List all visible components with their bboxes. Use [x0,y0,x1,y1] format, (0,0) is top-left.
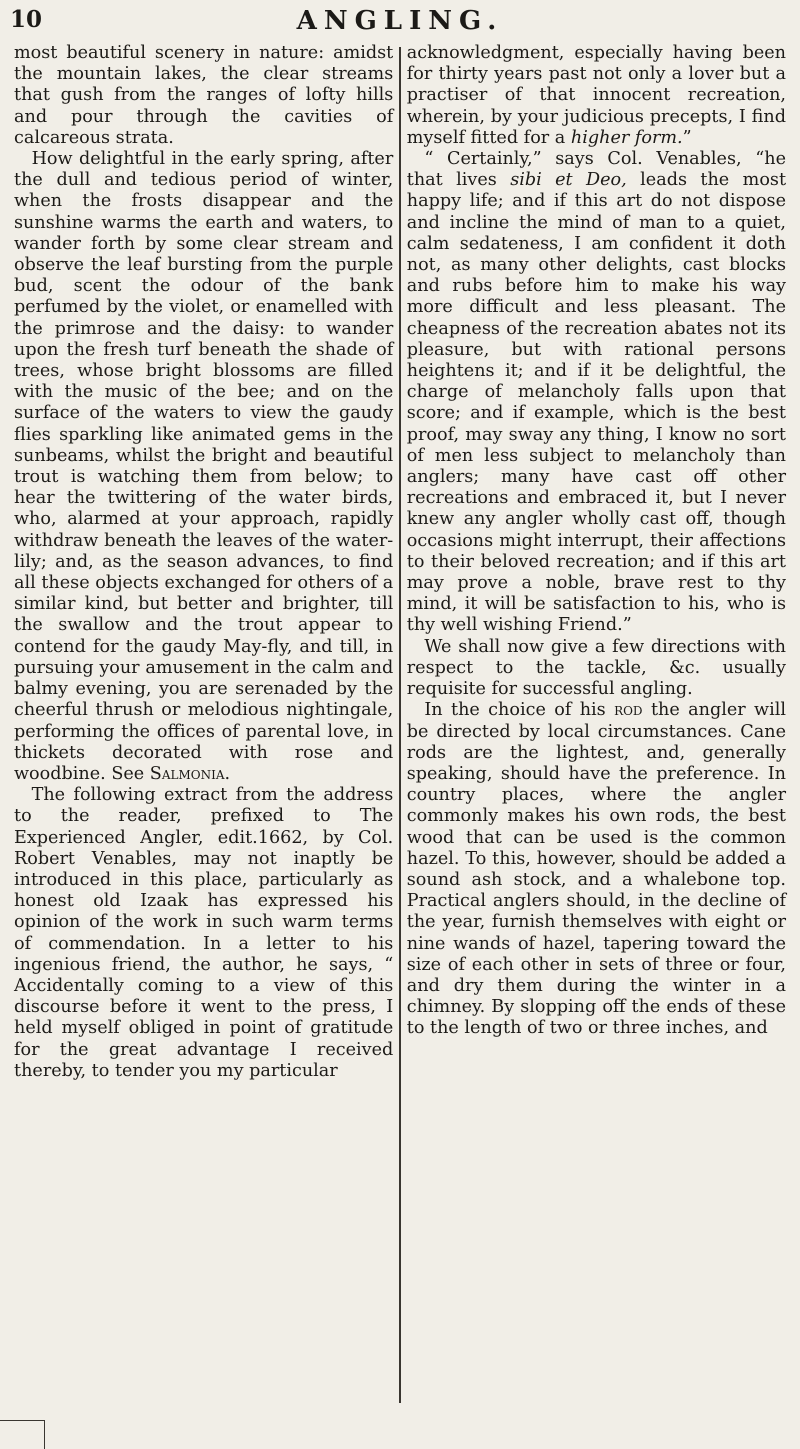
page-number: 10 [10,6,43,33]
paragraph [407,700,786,1039]
paragraph [14,149,393,785]
see-reference: Salmonia. [149,763,231,784]
paragraph: We shall now give a few directions with respect to the tackle, &c. usually requisite for successful angling. [406,636,786,700]
paragraph [407,43,786,149]
margin-mark [0,1420,45,1449]
paragraph-text: the [650,700,680,721]
paragraph [407,149,786,637]
paragraph-text: most happy life; and if this art do not dispose and incline the mind of man to a quiet, calm sedateness, I am confident it doth not, as many other delights, cast blocks and rubs before him to make his way more difficult and less pleasant. The cheapness of the recreation abates not its pleasure, but with rational persons heightens it; and if it be delightful, the charge of melancholy falls upon that score; and if example, which is the best proof, may sway any thing, I know no sort of men less subject to melancholy than anglers; many have cast off other recreations and embraced it, but I never knew any angler wholly cast off, though occasions might interrupt, their affections to their beloved recreation; and if this art may prove a noble, brave rest to thy mind, it will be satisfaction to his, who is thy well wishing Friend.” [406,170,787,636]
rod-word: rod [614,700,643,721]
left-column [10,43,399,1443]
paragraph-text: angler will be directed by local circumstances. Cane rods are the lightest, and, generally speaking, should have the preference. In country places, where the angler commonly makes his own rods, the best wood that can be used is the common hazel. To this, however, should be added a sound ash stock, and a whalebone top. Practical anglers should, in the decline of the year, furnish themselves with eight or nine wands of hazel, tapering toward the size of each other in sets of three or four, and dry them during the winter in a chimney. By slopping off the ends of these to the length of two or three inches, and [406,700,786,1039]
paragraph: The following extract from the address to the reader, prefixed to The Experienced Angler, edit.1662, by Col. Robert Venables, may not inaptly be introduced in this place, particularly as honest old Izaak has expressed his opinion of the work in such warm terms of commendation. In a letter to his ingenious friend, the author, he says, “ Accidentally coming to a view of this discourse before it went to the press, I held myself obliged in point of gratitude for the great advantage I received thereby, to tender you my particular [14,785,394,1081]
paragraph-text: How delightful in the early spring, after the dull and tedious period of winter, when the frosts disappear and the sunshine warms the earth and waters, to wander forth by some clear stream and observe the leaf bursting from the purple bud, scent the odour of the bank perfumed by the violet, or enamelled with the primrose and the daisy: to wander upon the fresh turf beneath the shade of trees, whose bright blossoms are filled with the music of the bee; and on the surface of the waters to view the gaudy flies sparkling like animated gems in the sunbeams, whilst the bright and beautiful trout is watching them from below; to hear the twittering of the water birds, who, alarmed at your approach, rapidly withdraw beneath the leaves of the water-lily; and, as the season advances, to find all these objects exchanged for others of a similar kind, but better and brighter, till the swallow and the trout appear to contend for the gaudy May-fly, and till, in pursuing your amusement in the calm and balmy evening, you are serenaded by the cheerful thrush or melodious nightingale, performing the offices of parental love, in thickets decorated with rose and woodbine. See [14,149,394,784]
closing-quote: ” [682,127,692,148]
running-title: ANGLING. [296,6,504,36]
paragraph-text: “ Certainly,” says Col. Venables, “he that lives [406,149,786,191]
page-header [10,6,790,42]
right-column [401,43,790,1443]
paragraph-text: In the choice of his [424,700,606,721]
paragraph-text: leads the [640,170,730,191]
paragraph: most beautiful scenery in nature: amidst the mountain lakes, the clear streams that gush from the ranges of lofty hills and pour through the cavities of calcareous strata. [14,43,394,148]
text-columns [10,43,790,1443]
latin-phrase: sibi et Deo, [510,170,627,191]
paragraph-text: acknowledgment, especially having been for thirty years past not only a lover but a practiser of that innocent recreation, wherein, by your judicious precepts, I find myself fitted for a [406,43,786,148]
italic-phrase: higher form. [570,127,683,148]
